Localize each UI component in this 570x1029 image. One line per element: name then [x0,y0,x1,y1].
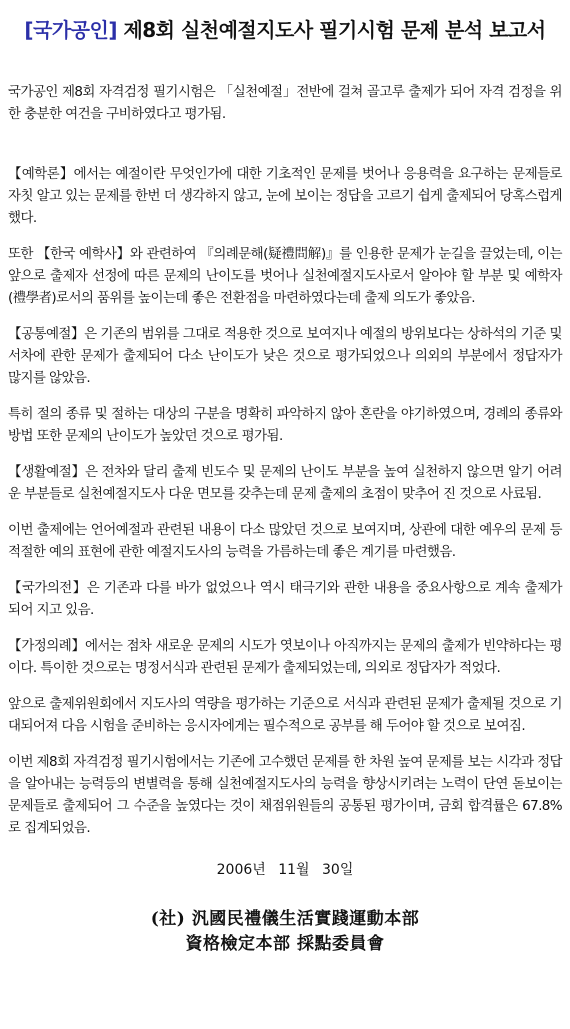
page-title [8,14,562,43]
paragraph-daily-etiquette: 【생활예절】은 전차와 달리 출제 빈도수 및 문제의 난이도 부분을 높여 실천하지 않으면 알기 어려운 부분들로 실천예절지도사 다운 면모를 갖추는데 문제 출제의 초점이 맞추어 진 것으로 사료됨. [8,464,562,502]
paragraph-family-rites: 【가정의례】에서는 점차 새로운 문제의 시도가 엿보이나 아직까지는 문제의 출제가 빈약하다는 평이다. 특이한 것으로는 명정서식과 관련된 문제가 출제되었는데, 의외로 정답자가 적었다. [8,638,562,676]
paragraph-summary: 이번 제8회 자격검정 필기시험에서는 기존에 고수했던 문제를 한 차원 높여 문제를 보는 시각과 정답을 알아내는 능력등의 변별력을 통해 실천예절지도사의 능력을 향상시키려는 노력이 단연 돋보이는 문제들로 출제되어 그 수준을 높였다는 것이 채점위원들의 공통된 평가이며, 금회 합격률은 67.8%로 집계되었음. [8,754,562,836]
paragraph-language-etiquette: 이번 출제에는 언어예절과 관련된 내용이 다소 많았던 것으로 보여지며, 상관에 대한 예우의 문제 등 적절한 예의 표현에 관한 예절지도사의 능력을 가름하는데 좋은 계기를 마련했음. [8,522,562,560]
paragraph-future-outlook: 앞으로 출제위원회에서 지도사의 역량을 평가하는 기준으로 서식과 관련된 문제가 출제될 것으로 기대되어져 다음 시험을 준비하는 응시자에게는 필수적으로 공부를 해 두어야 할 것으로 보여짐. [8,696,562,734]
org-line-1: (社) 汎國民禮儀生活實踐運動本部 [150,909,420,929]
paragraph-common-etiquette: 【공통예절】은 기존의 범위를 그대로 적용한 것으로 보여지나 예절의 방위보다는 상하석의 기준 및 서차에 관한 문제가 출제되어 다소 난이도가 낮은 것으로 평가되었으나 의외의 부분에서 정답자가 많지를 않았음. [8,326,562,386]
report-date: 2006년 11월 30일 [216,862,354,878]
issuing-organization [8,907,562,957]
org-line-2: 資格檢定本部 採點委員會 [185,934,385,954]
paragraph-yehakron: 【예학론】에서는 예절이란 무엇인가에 대한 기초적인 문제를 벗어나 응용력을 요구하는 문제들로 자칫 알고 있는 문제를 한번 더 생각하지 않고, 눈에 보이는 정답을 고르기 쉽게 출제되어 당혹스럽게 했다. [8,166,562,226]
title-tag: [국가공인] [24,18,117,42]
paragraph-national-protocol: 【국가의전】은 기존과 다를 바가 없었으나 역시 태극기와 관한 내용을 중요사항으로 계속 출제가 되어 지고 있음. [8,580,562,618]
paragraph-korean-yehaksa: 또한 【한국 예학사】와 관련하여 『의례문해(疑禮問解)』를 인용한 문제가 눈길을 끌었는데, 이는 앞으로 출제자 선정에 따른 문제의 난이도를 벗어나 실천예절지도사로서 알아야 할 부분 및 예학자(禮學者)로서의 품위를 높이는데 좋은 전환점을 마련하였다는데 출제 의도가 좋았음. [8,246,562,306]
paragraph-intro: 국가공인 제8회 자격검정 필기시험은 「실천예절」전반에 걸쳐 골고루 출제가 되어 자격 검정을 위한 충분한 여건을 구비하였다고 평가됨. [8,84,562,122]
paragraph-bow-types: 특히 절의 종류 및 절하는 대상의 구분을 명확히 파악하지 않아 혼란을 야기하였으며, 경례의 종류와 방법 또한 문제의 난이도가 높았던 것으로 평가됨. [8,406,562,444]
title-main: 제8회 실천예절지도사 필기시험 문제 분석 보고서 [123,18,546,42]
